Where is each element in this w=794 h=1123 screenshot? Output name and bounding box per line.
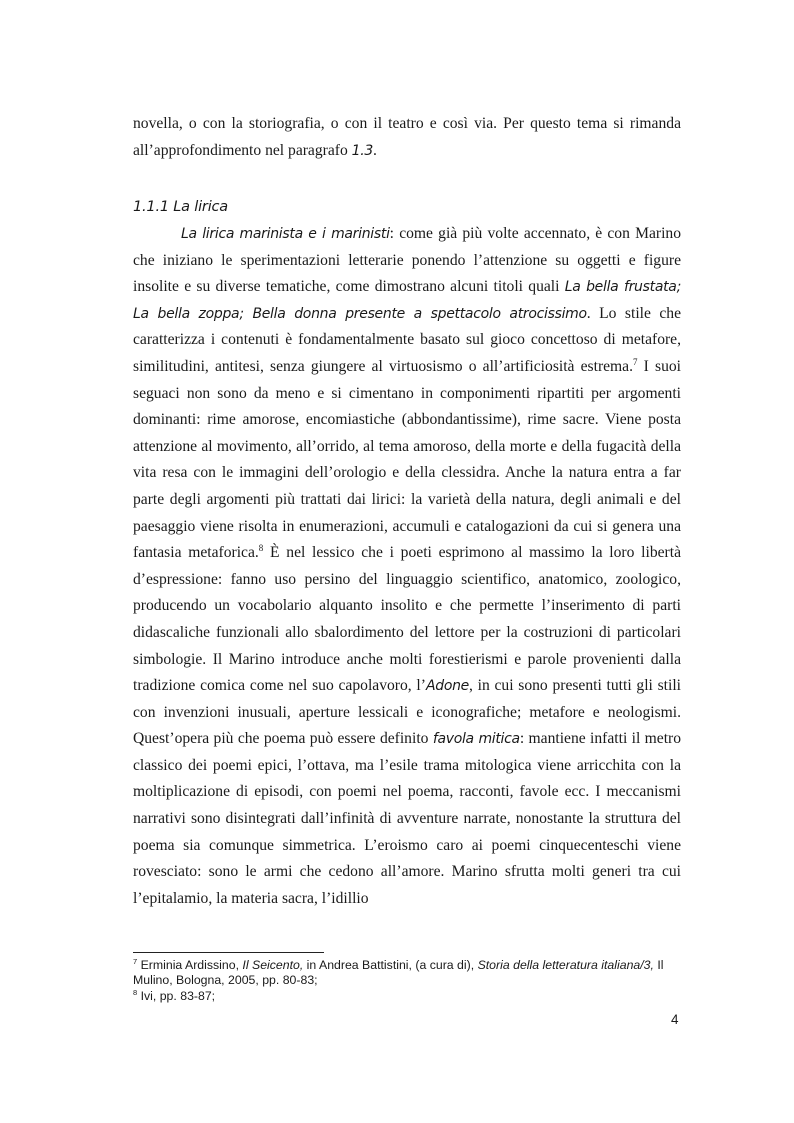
footnote-7-text-2: in Andrea Battistini, (a cura di), bbox=[303, 958, 478, 972]
genre-term: favola mitica bbox=[432, 731, 520, 748]
work-title-adone: Adone bbox=[425, 678, 469, 695]
footnotes bbox=[133, 958, 681, 1004]
paragraph-2-segment-1: : come già più volte accennato, è con Marino che iniziano le sperimentazioni letterarie ponendo l’attenzione su oggetti e figure insolite e su diverse tematiche, come dimostrano alcuni titoli quali bbox=[133, 225, 681, 296]
footnote-7-text: Erminia Ardissino, bbox=[137, 958, 243, 972]
footnote-7-title-1: Il Seicento, bbox=[242, 958, 304, 972]
paragraph-2-segment-4: È nel lessico che i poeti esprimono al massimo la loro libertà d’espressione: fanno uso persino del linguaggio scientifico, anatomico, zoologico, producendo un vocabolario alquanto insolito e che permette l’inserimento di parti didascaliche funzionali allo sbalordimento del lettore per la costruzioni di particolari simbologie. Il Marino introduce anche molti forestierismi e parole provenienti dalla tradizione comica come nel suo capolavoro, l’ bbox=[133, 544, 681, 695]
footnote-ref-8[interactable]: 8 bbox=[258, 543, 264, 554]
section-reference: 1.3 bbox=[351, 142, 374, 159]
paragraph-2-segment-6: : mantiene infatti il metro classico dei poemi epici, l’ottava, ma l’esile trama mitologica viene arricchita con la moltiplicazione di episodi, con poemi nel poema, racconti, favole ecc. I meccanismi narrativi sono disintegrati dall’infinità di avventure narrate, nonostante la struttura del poema sia comunque simmetrica. L’eroismo caro ai poemi cinquecenteschi viene rovesciato: sono le armi che cedono all’amore. Marino sfrutta molti generi tra cui l’epitalamio, la materia sacra, l’idillio bbox=[133, 730, 682, 907]
paragraph-1-line-1: novella, o con la storiografia, o con il teatro e così via. Per questo tema si rimanda bbox=[133, 115, 681, 132]
footnote-number: 7 bbox=[133, 957, 138, 966]
footnote-7 bbox=[133, 958, 681, 989]
poem-titles: La bella frustata; La bella zoppa; Bella donna presente a spettacolo atrocissimo bbox=[133, 279, 681, 322]
footnote-ref-7[interactable]: 7 bbox=[633, 356, 638, 367]
footnote-7-title-2: Storia della letteratura italiana/3, bbox=[477, 958, 654, 972]
footnote-7-text-3: Il Mulino, Bologna, 2005, pp. 80-83; bbox=[133, 958, 664, 988]
paragraph-2-segment-2: . Lo stile che caratterizza i contenuti è fondamentalmente basato sul gioco concettoso di metafore, similitudini, antitesi, senza giungere al virtuosismo o all’artificiosità estrema. bbox=[133, 304, 681, 375]
footnote-number: 8 bbox=[133, 987, 138, 997]
footnote-8 bbox=[133, 989, 681, 1004]
section-heading: 1.1.1 La lirica bbox=[133, 199, 228, 215]
footnote-8-text: Ivi, pp. 83-87; bbox=[137, 988, 216, 1003]
lead-title: La lirica marinista e i marinisti bbox=[181, 226, 390, 242]
paragraph-1-line-2: all’approfondimento nel paragrafo bbox=[133, 141, 352, 159]
body-paragraph-2 bbox=[133, 221, 681, 912]
body-paragraph-1 bbox=[133, 111, 681, 164]
paragraph-2-segment-3: I suoi seguaci non sono da meno e si cimentano in componimenti ripartiti per argomenti dominanti: rime amorose, encomiastiche (abbondantissime), rime sacre. Viene posta attenzione al movimento, all’orrido, al tema amoroso, della morte e della fugacità della vita resa con le immagini dell’orologio e della clessidra. Anche la natura entra a far parte degli argomenti più trattati dai lirici: la varietà della natura, degli animali e del paesaggio viene risolta in enumerazioni, accumuli e catalogazioni da cui si genera una fantasia metaforica. bbox=[133, 357, 682, 562]
page-number: 4 bbox=[671, 1012, 679, 1027]
footnote-separator bbox=[133, 952, 324, 953]
paragraph-2-segment-5: , in cui sono presenti tutti gli stili con invenzioni inusuali, aperture lessicali e iconografiche; metafore e neologismi. Quest’opera più che poema può essere definito bbox=[133, 677, 681, 748]
paragraph-1-end: . bbox=[373, 141, 377, 159]
